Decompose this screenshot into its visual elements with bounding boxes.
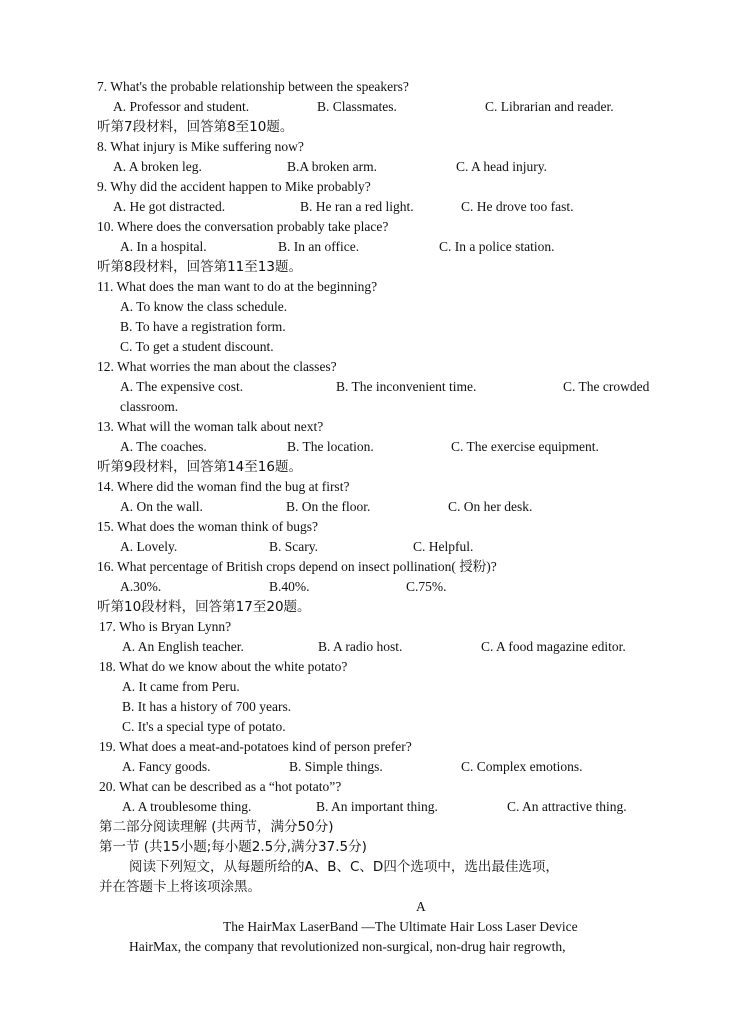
- q11-option-b: B. To have a registration form.: [120, 319, 286, 334]
- q18-option-c: C. It's a special type of potato.: [122, 719, 286, 734]
- q16-option-b: B.40%.: [269, 579, 310, 594]
- q10-option-a: A. In a hospital.: [120, 239, 207, 254]
- reading-instruction-cont: 并在答题卡上将该项涂黑。: [99, 879, 261, 895]
- section-heading-9: 听第9段材料，回答第14至16题。: [97, 459, 302, 475]
- section-heading-8: 听第8段材料，回答第11至13题。: [97, 259, 302, 275]
- q18-option-b: B. It has a history of 700 years.: [122, 699, 292, 714]
- q7-option-a: A. Professor and student.: [113, 99, 250, 114]
- passage-first-line: HairMax, the company that revolutionized non-surgical, non-drug hair regrowth,: [129, 939, 566, 954]
- q10-option-b: B. In an office.: [278, 239, 360, 254]
- q7-option-b: B. Classmates.: [317, 99, 397, 114]
- q17-option-c: C. A food magazine editor.: [481, 639, 626, 654]
- q8-option-a: A. A broken leg.: [113, 159, 202, 174]
- q9-option-c: C. He drove too fast.: [461, 199, 574, 214]
- question-8: 8. What injury is Mike suffering now?: [97, 139, 304, 154]
- q13-option-c: C. The exercise equipment.: [451, 439, 599, 454]
- q20-option-a: A. A troublesome thing.: [122, 799, 252, 814]
- q8-option-b: B.A broken arm.: [287, 159, 377, 174]
- question-7: 7. What's the probable relationship between the speakers?: [97, 79, 409, 94]
- q18-option-a: A. It came from Peru.: [122, 679, 240, 694]
- q11-option-a: A. To know the class schedule.: [120, 299, 288, 314]
- question-18: 18. What do we know about the white potato?: [99, 659, 348, 674]
- question-9: 9. Why did the accident happen to Mike probably?: [97, 179, 371, 194]
- q12-option-b: B. The inconvenient time.: [336, 379, 477, 394]
- q7-option-c: C. Librarian and reader.: [485, 99, 614, 114]
- q14-option-a: A. On the wall.: [120, 499, 203, 514]
- section-one-heading: 第一节 (共15小题;每小题2.5分,满分37.5分): [99, 839, 367, 855]
- part-two-heading: 第二部分阅读理解 (共两节，满分50分): [99, 819, 334, 835]
- question-14: 14. Where did the woman find the bug at first?: [97, 479, 350, 494]
- q19-option-b: B. Simple things.: [289, 759, 383, 774]
- q10-option-c: C. In a police station.: [439, 239, 555, 254]
- passage-title: The HairMax LaserBand —The Ultimate Hair Loss Laser Device: [223, 919, 578, 934]
- q17-option-a: A. An English teacher.: [122, 639, 244, 654]
- q14-option-b: B. On the floor.: [286, 499, 371, 514]
- question-17: 17. Who is Bryan Lynn?: [99, 619, 232, 634]
- q12-option-c-wrap: classroom.: [120, 399, 179, 414]
- question-13: 13. What will the woman talk about next?: [97, 419, 324, 434]
- q9-option-b: B. He ran a red light.: [300, 199, 414, 214]
- question-10: 10. Where does the conversation probably take place?: [97, 219, 389, 234]
- reading-instruction: 阅读下列短文，从每题所给的A、B、C、D四个选项中，选出最佳选项，: [129, 859, 559, 875]
- question-11: 11. What does the man want to do at the beginning?: [97, 279, 378, 294]
- q12-option-a: A. The expensive cost.: [120, 379, 244, 394]
- q20-option-c: C. An attractive thing.: [507, 799, 627, 814]
- section-heading-7: 听第7段材料，回答第8至10题。: [97, 119, 294, 135]
- q9-option-a: A. He got distracted.: [113, 199, 226, 214]
- q14-option-c: C. On her desk.: [448, 499, 533, 514]
- q13-option-b: B. The location.: [287, 439, 374, 454]
- q19-option-c: C. Complex emotions.: [461, 759, 583, 774]
- q8-option-c: C. A head injury.: [456, 159, 547, 174]
- q12-option-c: C. The crowded: [563, 379, 650, 394]
- q15-option-a: A. Lovely.: [120, 539, 178, 554]
- passage-label: A: [416, 899, 426, 914]
- question-12: 12. What worries the man about the classes?: [97, 359, 337, 374]
- q19-option-a: A. Fancy goods.: [122, 759, 211, 774]
- q16-option-c: C.75%.: [406, 579, 447, 594]
- q11-option-c: C. To get a student discount.: [120, 339, 274, 354]
- q17-option-b: B. A radio host.: [318, 639, 403, 654]
- q20-option-b: B. An important thing.: [316, 799, 438, 814]
- question-16: 16. What percentage of British crops depend on insect pollination( 授粉)?: [97, 559, 497, 574]
- question-20: 20. What can be described as a “hot potato”?: [99, 779, 342, 794]
- q13-option-a: A. The coaches.: [120, 439, 207, 454]
- q15-option-c: C. Helpful.: [413, 539, 474, 554]
- q16-option-a: A.30%.: [120, 579, 162, 594]
- q15-option-b: B. Scary.: [269, 539, 318, 554]
- question-15: 15. What does the woman think of bugs?: [97, 519, 318, 534]
- section-heading-10: 听第10段材料，回答第17至20题。: [97, 599, 311, 615]
- question-19: 19. What does a meat-and-potatoes kind of person prefer?: [99, 739, 412, 754]
